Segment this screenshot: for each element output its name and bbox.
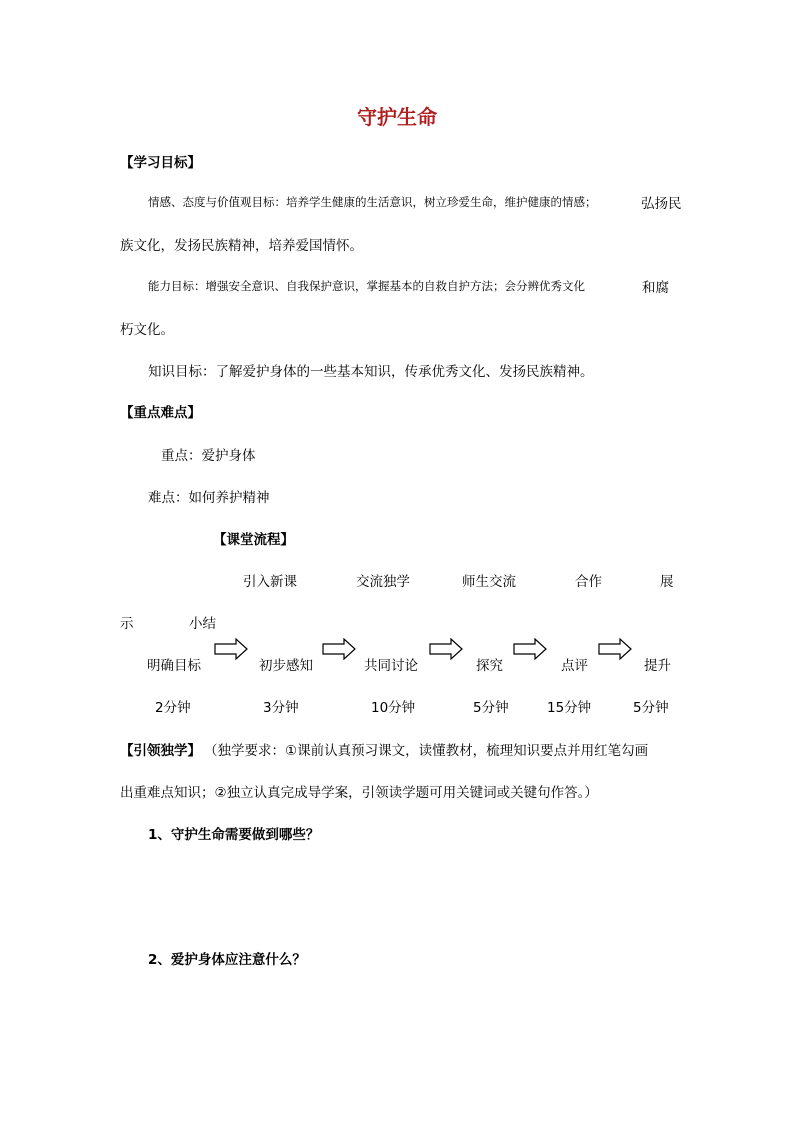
goal-ability-line1: 能力目标：增强安全意识、自我保护意识，掌握基本的自救自护方法；会分辨优秀文化 — [148, 279, 585, 293]
flow-time: 3分钟 — [263, 700, 299, 716]
flow-step: 提升 — [644, 658, 671, 674]
section-heading-flow: 【课堂流程】 — [213, 532, 294, 548]
goal-emotion-line1: 情感、态度与价值观目标：培养学生健康的生活意识，树立珍爱生命，维护健康的情感； — [148, 195, 597, 209]
page-title: 守护生命 — [357, 105, 437, 129]
flow-row1-item: 合作 — [575, 574, 602, 590]
goal-ability-line2: 朽文化。 — [120, 322, 174, 338]
goal-emotion-line2: 族文化，发扬民族精神，培养爱国情怀。 — [120, 238, 363, 254]
key-point: 重点：爱护身体 — [161, 448, 256, 464]
flow-time: 10分钟 — [371, 700, 416, 716]
goal-knowledge: 知识目标：了解爱护身体的一些基本知识，传承优秀文化、发扬民族精神。 — [148, 364, 594, 380]
section-heading-goals: 【学习目标】 — [120, 155, 201, 171]
difficult-point: 难点：如何养护精神 — [148, 490, 270, 506]
flow-row1-wrap2: 小结 — [189, 616, 216, 632]
flow-time: 5分钟 — [633, 700, 669, 716]
flow-step: 共同讨论 — [364, 658, 418, 674]
guide-requirement-line1: （独学要求：①课前认真预习课文，读懂教材，梳理知识要点并用红笔勾画 — [204, 743, 649, 759]
question-1: 1、守护生命需要做到哪些？ — [148, 827, 320, 843]
right-arrow-icon — [598, 638, 632, 660]
flow-time: 2分钟 — [155, 700, 191, 716]
flow-row1-item: 师生交流 — [462, 574, 516, 590]
flow-time: 15分钟 — [547, 700, 592, 716]
goal-emotion-line1-tail: 弘扬民 — [641, 196, 682, 212]
section-heading-guide: 【引领独学】 — [120, 743, 201, 759]
flow-step: 初步感知 — [259, 658, 313, 674]
flow-row1-item: 展 — [660, 574, 674, 590]
flow-step: 探究 — [476, 658, 503, 674]
right-arrow-icon — [429, 638, 463, 660]
flow-step: 点评 — [561, 658, 588, 674]
flow-step: 明确目标 — [147, 658, 201, 674]
goal-ability-line1-tail: 和腐 — [642, 280, 669, 296]
flow-row1-item: 交流独学 — [356, 574, 410, 590]
right-arrow-icon — [513, 638, 547, 660]
flow-time: 5分钟 — [473, 700, 509, 716]
guide-requirement-line2: 出重难点知识；②独立认真完成导学案，引领读学题可用关键词或关键句作答。） — [120, 785, 598, 801]
flow-row1-wrap: 示 — [120, 616, 134, 632]
section-heading-keypoints: 【重点难点】 — [120, 405, 201, 421]
flow-row1-item: 引入新课 — [243, 574, 297, 590]
right-arrow-icon — [322, 638, 356, 660]
right-arrow-icon — [214, 638, 248, 660]
question-2: 2、爱护身体应注意什么？ — [148, 952, 306, 968]
